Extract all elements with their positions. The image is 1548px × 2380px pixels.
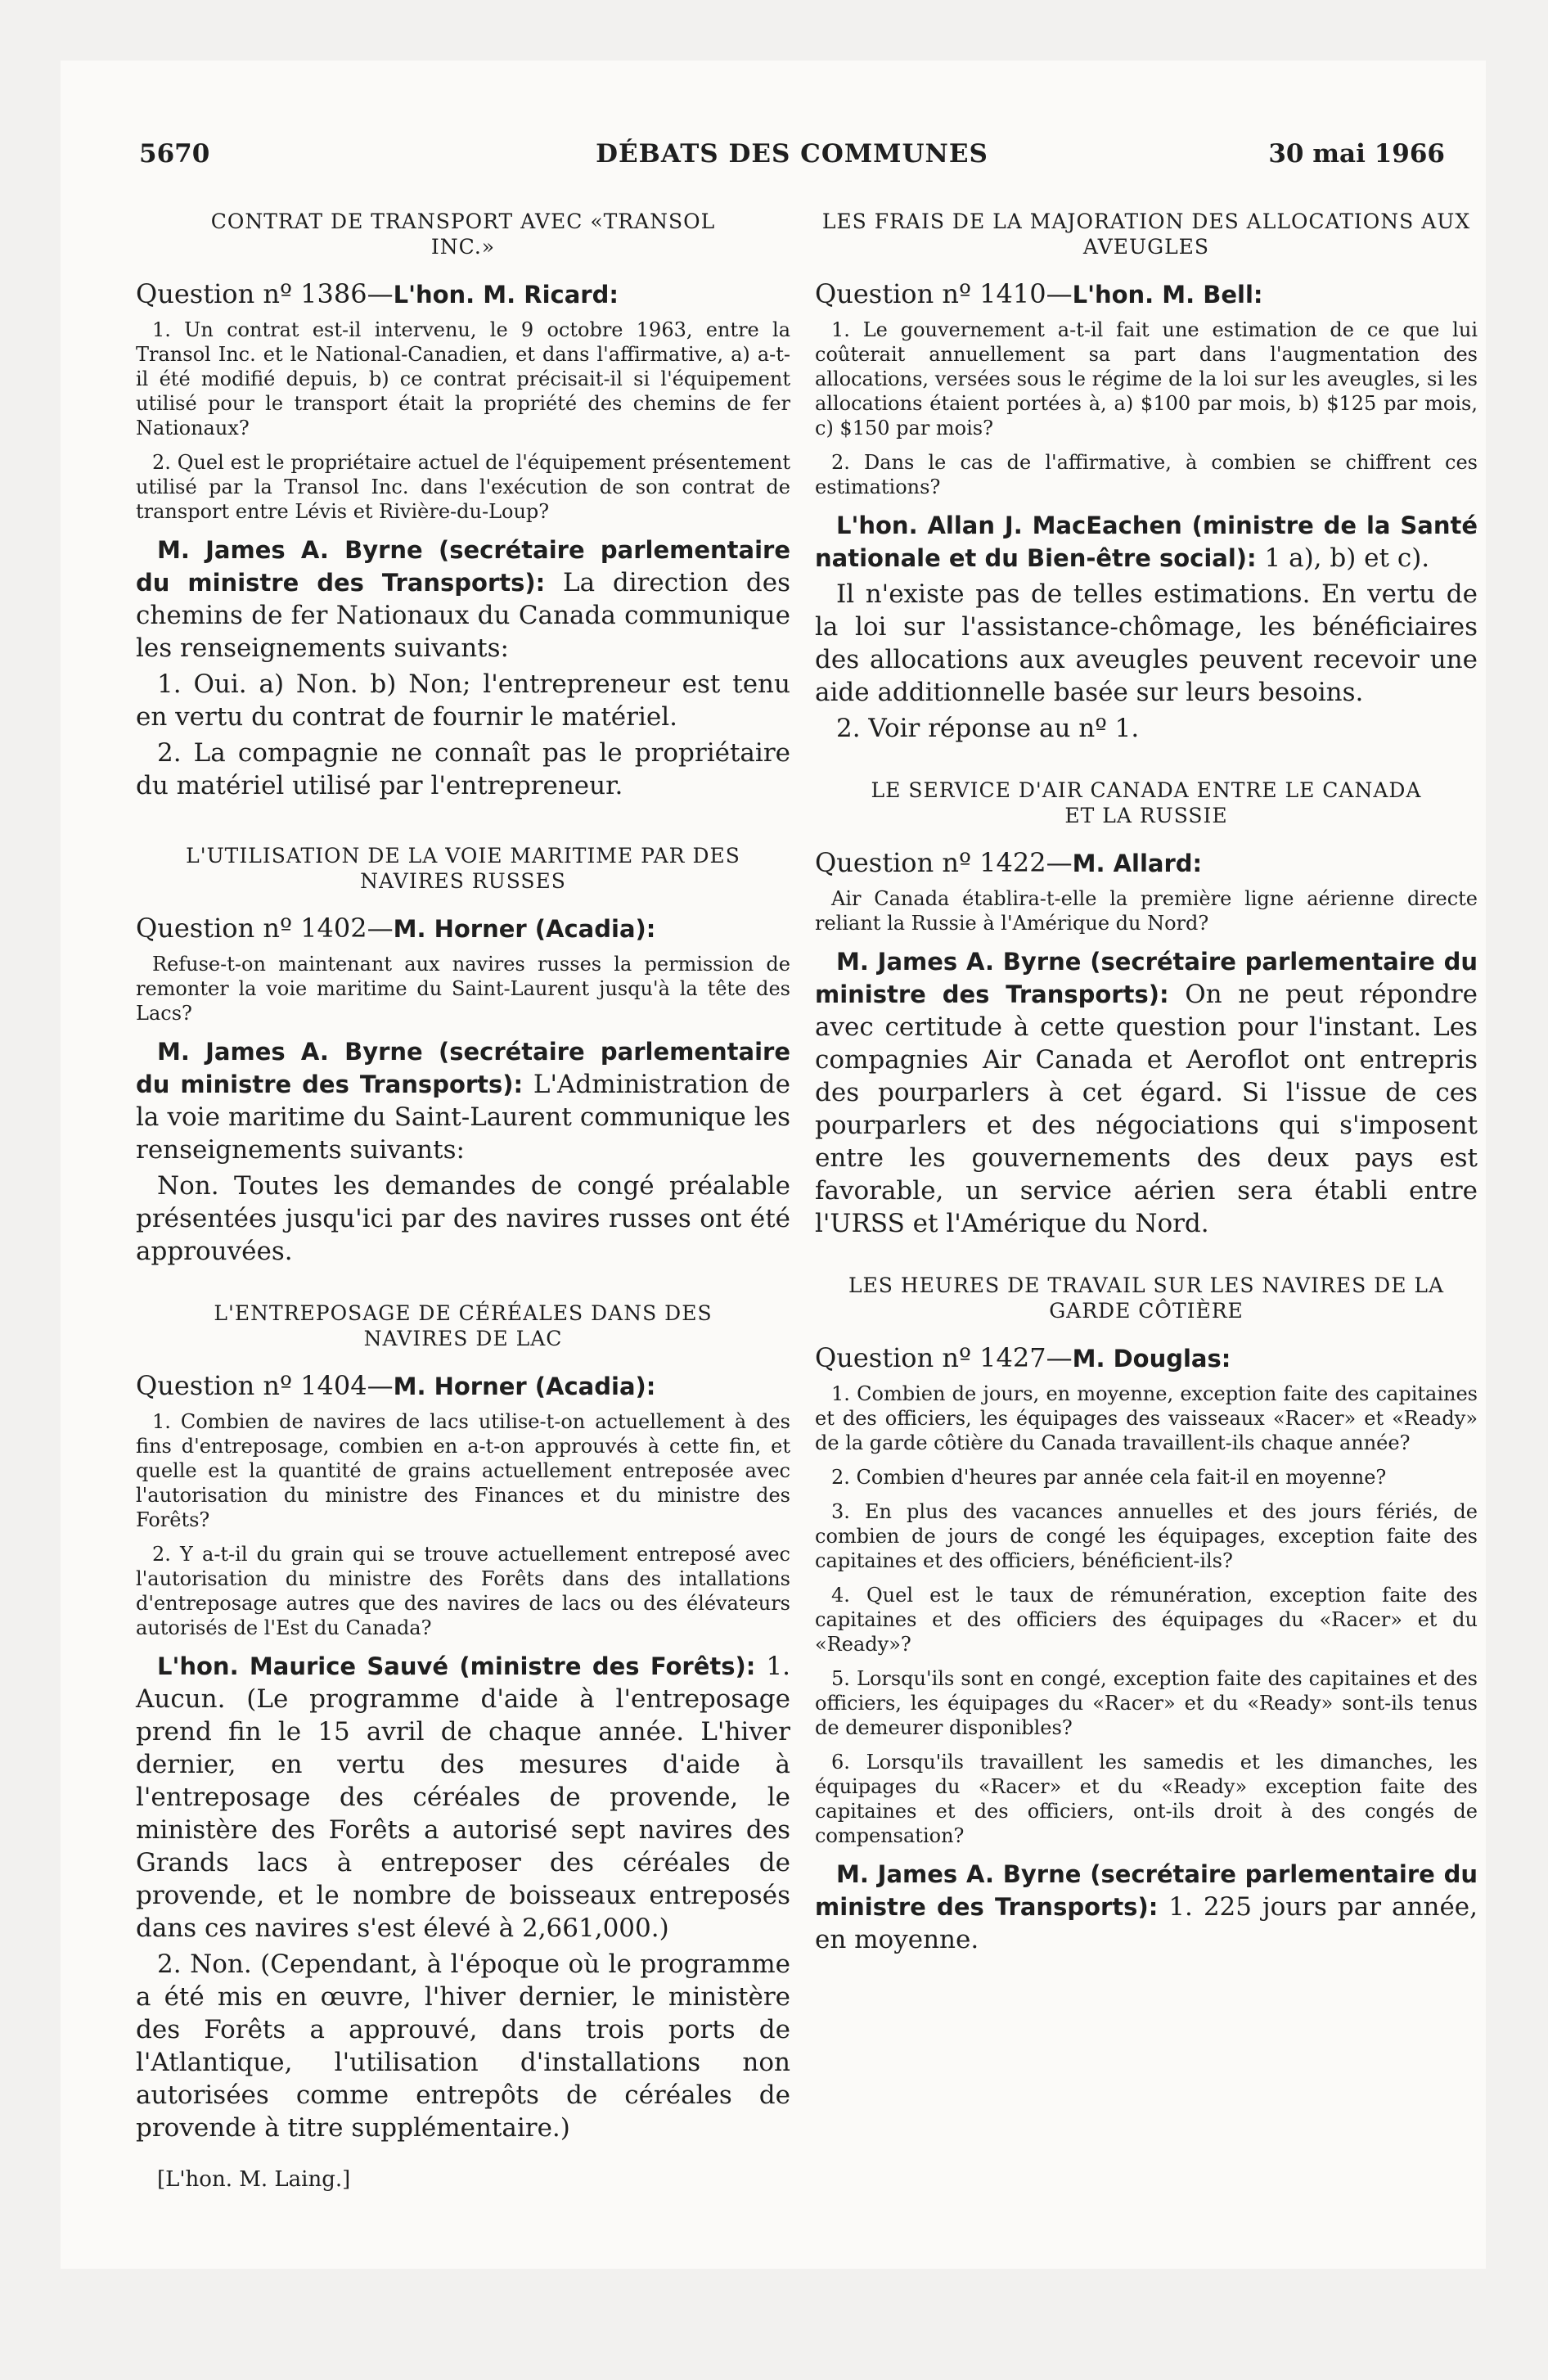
answer-text: 2. Voir réponse au nº 1.	[836, 714, 1140, 743]
question-text: 2. Y a-t-il du grain qui se trouve actuellement entreposé avec l'autorisation du ministre des Forêts dans des intallations d'entreposage autres que des navires de lacs ou des élévateurs autorisés de l'Est du Canada?	[136, 1543, 790, 1639]
answer-text: Non. Toutes les demandes de congé préalable présentées jusqu'ici par des navires russes ont été approuvées.	[136, 1171, 790, 1266]
answer-text: L'hon. Maurice Sauvé (ministre des Forêts): 1. Aucun. (Le programme d'aide à l'entreposage prend fin le 15 avril de chaque année. L'hiver dernier, en vertu des mesures d'aide à l'entreposage des céréales de provende, le ministère des Forêts a autorisé sept navires des Grands lacs à entreposer des céréales de provende, et le nombre de boisseaux entreposés dans ces navires s'est élevé à 2,661,000.)	[136, 1652, 791, 1943]
answer-text: 2. La compagnie ne connaît pas le propriétaire du matériel utilisé par l'entrepreneur.	[136, 738, 790, 800]
question-text: Refuse-t-on maintenant aux navires russes la permission de remonter la voie maritime du Saint-Laurent jusqu'à la tête des Lacs?	[136, 953, 790, 1025]
answer-text: 1. Oui. a) Non. b) Non; l'entrepreneur est tenu en vertu du contrat de fournir le matériel.	[136, 669, 790, 732]
question-text: 1. Un contrat est-il intervenu, le 9 octobre 1963, entre la Transol Inc. et le National-Canadien, et dans l'affirmative, a) a-t-il été modifié depuis, b) ce contrat précisait-il si l'équipement utilisé pour le transport était la propriété des chemins de fer Nationaux?	[136, 318, 790, 439]
answer-text: Il n'existe pas de telles estimations. En vertu de la loi sur l'assistance-chômage, les bénéficiaires des allocations aux aveugles peuvent recevoir une aide additionnelle basée sur leurs besoins.	[815, 579, 1478, 707]
page-number: 5670	[139, 139, 210, 169]
answer-text: L'hon. Allan J. MacEachen (ministre de la Santé nationale et du Bien-être social): 1 a), b) et c).	[815, 512, 1478, 573]
speaker-signature: [L'hon. M. Laing.]	[157, 2167, 351, 2192]
question-text: 4. Quel est le taux de rémunération, exception faite des capitaines et des officiers des équipages du «Racer» et du «Ready»?	[815, 1584, 1478, 1656]
question-text: 2. Combien d'heures par année cela fait-il en moyenne?	[831, 1466, 1387, 1489]
answer-text: M. James A. Byrne (secrétaire parlementaire du ministre des Transports): L'Administration de la voie maritime du Saint-Laurent communique les renseignements suivants:	[136, 1038, 790, 1165]
right-column	[815, 209, 1478, 1959]
section-title: L'ENTREPOSAGE DE CÉRÉALES DANS DES NAVIRES DE LAC	[214, 1301, 713, 1350]
answer-text: M. James A. Byrne (secrétaire parlementaire du ministre des Transports): La direction des chemins de fer Nationaux du Canada communique les renseignements suivants:	[136, 536, 790, 663]
left-column	[136, 209, 790, 2193]
question-line: Question nº 1402—M. Horner (Acadia):	[136, 913, 656, 944]
question-text: 6. Lorsqu'ils travaillent les samedis et les dimanches, les équipages du «Racer» et du «Ready» exception faite des capitaines et des officiers, ont-ils droit à des congés de compensation?	[815, 1751, 1478, 1847]
question-text: 1. Combien de navires de lacs utilise-t-on actuellement à des fins d'entreposage, combien en a-t-on approuvés à cette fin, et quelle est la quantité de grains actuellement entreposée avec l'autorisation du ministre des Finances et du ministre des Forêts?	[136, 1410, 790, 1531]
section-title: CONTRAT DE TRANSPORT AVEC «TRANSOL INC.»	[210, 210, 716, 259]
answer-text: M. James A. Byrne (secrétaire parlementaire du ministre des Transports): 1. 225 jours par année, en moyenne.	[815, 1860, 1478, 1954]
question-text: 1. Le gouvernement a-t-il fait une estimation de ce que lui coûterait annuellement sa part dans l'augmentation des allocations, versées sous le régime de la loi sur les aveugles, si les allocations étaient portées à, a) $100 par mois, b) $125 par mois, c) $150 par mois?	[815, 318, 1478, 439]
page-header	[139, 139, 1445, 180]
question-text: Air Canada établira-t-elle la première ligne aérienne directe reliant la Russie à l'Amérique du Nord?	[815, 887, 1478, 935]
running-title: DÉBATS DES COMMUNES	[596, 139, 988, 169]
answer-text: M. James A. Byrne (secrétaire parlementaire du ministre des Transports): On ne peut répondre avec certitude à cette question pour l'instant. Les compagnies Air Canada et Aeroflot ont entrepris des pourparlers à cet égard. Si l'issue de ces pourparlers et des négociations qui s'imposent entre les gouvernements des deux pays est favorable, un service aérien sera établi entre l'URSS et l'Amérique du Nord.	[815, 948, 1478, 1238]
answer-text: 2. Non. (Cependant, à l'époque où le programme a été mis en œuvre, l'hiver dernier, le ministère des Forêts a approuvé, dans trois ports de l'Atlantique, l'utilisation d'installations non autorisées comme entrepôts de céréales de provende à titre supplémentaire.)	[136, 1950, 790, 2143]
question-text: 5. Lorsqu'ils sont en congé, exception faite des capitaines et des officiers, les équipages du «Racer» et du «Ready» sont-ils tenus de demeurer disponibles?	[815, 1667, 1478, 1739]
question-text: 3. En plus des vacances annuelles et des jours fériés, de combien de jours de congé les équipages, exception faite des capitaines et des officiers, bénéficient-ils?	[815, 1500, 1478, 1572]
question-text: 2. Quel est le propriétaire actuel de l'équipement présentement utilisé par la Transol Inc. dans l'exécution de son contrat de transport entre Lévis et Rivière-du-Loup?	[136, 451, 790, 523]
question-line: Question nº 1404—M. Horner (Acadia):	[136, 1370, 656, 1401]
question-text: 2. Dans le cas de l'affirmative, à combien se chiffrent ces estimations?	[815, 451, 1478, 498]
question-line: Question nº 1386—L'hon. M. Ricard:	[136, 278, 619, 309]
question-line: Question nº 1422—M. Allard:	[815, 847, 1203, 878]
question-line: Question nº 1410—L'hon. M. Bell:	[815, 278, 1263, 309]
header-date: 30 mai 1966	[1268, 139, 1445, 169]
section-title: L'UTILISATION DE LA VOIE MARITIME PAR DES NAVIRES RUSSES	[186, 844, 740, 893]
section-title: LES HEURES DE TRAVAIL SUR LES NAVIRES DE LA GARDE CÔTIÈRE	[848, 1273, 1445, 1323]
question-line: Question nº 1427—M. Douglas:	[815, 1342, 1231, 1373]
question-text: 1. Combien de jours, en moyenne, exception faite des capitaines et des officiers, les équipages des vaisseaux «Racer» et «Ready» de la garde côtière du Canada travaillent-ils chaque année?	[815, 1382, 1478, 1454]
section-title: LES FRAIS DE LA MAJORATION DES ALLOCATIONS AUX AVEUGLES	[821, 210, 1471, 259]
section-title: LE SERVICE D'AIR CANADA ENTRE LE CANADA ET LA RUSSIE	[871, 778, 1422, 827]
